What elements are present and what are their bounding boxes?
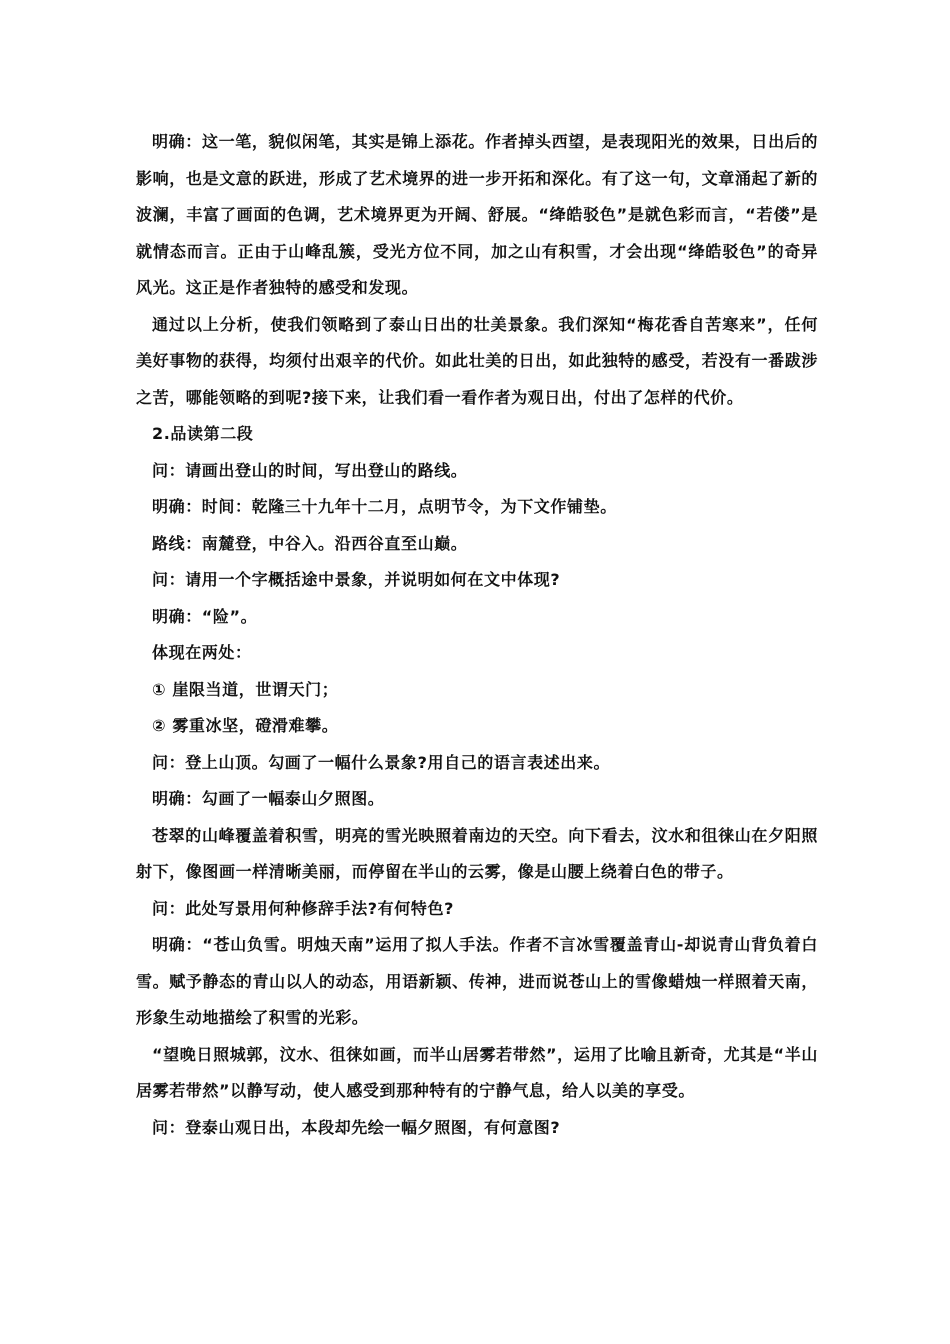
list-item-1: ① 崖限当道，世谓天门； [152,679,339,699]
question-summit: 问：登上山顶。勾画了一幅什么景象?用自己的语言表述出来。 [152,752,611,772]
answer-route: 路线：南麓登，中谷入。沿西谷直至山巅。 [152,533,468,553]
list-item-2: ② 雾重冰坚，磴滑难攀。 [152,716,339,735]
question-scene: 问：请用一个字概括途中景象，并说明如何在文中体现? [152,570,561,589]
scene-intro: 体现在两处： [152,643,252,662]
paraphrase-paragraph: 苍翠的山峰覆盖着积雪，明亮的雪光映照着南边的天空。向下看去，汶水和徂徕山在夕阳照射下，像图画一样清晰美丽，而停留在半山的云雾，像是山腰上绕着白色的带子。 [136,825,818,881]
analysis-metaphor: “望晚日照城郭，汶水、徂徕如画，而半山居雾若带然”，运用了比喻且新奇，尤其是“半山居雾若带然”以静写动，使人感受到那种特有的宁静气息，给人以美的享受。 [136,1044,818,1100]
answer-rhetoric: 明确：“苍山负雪。明烛天南”运用了拟人手法。作者不言冰雪覆盖青山-却说青山背负着白雪。赋予静态的青山以人的动态，用语新颖、传神，进而说苍山上的雪像蜡烛一样照着天南，形象生动地描绘了积雪的光彩。 [136,935,818,1027]
paragraph-answer-color: 明确：这一笔，貌似闲笔，其实是锦上添花。作者掉头西望，是表现阳光的效果，日出后的影响，也是文意的跃进，形成了艺术境界的进一步开拓和深化。有了这一句，文章涌起了新的波澜，丰富了画面的色调，艺术境界更为开阔、舒展。“绛皓驳色”是就色彩而言，“若偻”是就情态而言。正由于山峰乱簇，受光方位不同，加之山有积雪，才会出现“绛皓驳色”的奇异风光。这正是作者独特的感受和发现。 [136,132,818,297]
document-body [136,124,818,1146]
question-route: 问：请画出登山的时间，写出登山的路线。 [152,460,468,480]
paragraph-transition: 通过以上分析，使我们领略到了泰山日出的壮美景象。我们深知“梅花香自苦寒来”，任何美好事物的获得，均须付出艰辛的代价。如此壮美的日出，如此独特的感受，若没有一番跋涉之苦，哪能领略的到呢?接下来，让我们看一看作者为观日出，付出了怎样的代价。 [136,314,818,407]
section-heading: 2.品读第二段 [152,424,254,443]
question-rhetoric: 问：此处写景用何种修辞手法?有何特色? [152,898,454,918]
answer-scene: 明确：“险”。 [152,606,258,626]
question-intent: 问：登泰山观日出，本段却先绘一幅夕照图，有何意图? [152,1117,561,1137]
answer-time: 明确：时间：乾隆三十九年十二月，点明节令，为下文作铺垫。 [152,497,617,516]
answer-summit: 明确：勾画了一幅泰山夕照图。 [152,789,385,808]
